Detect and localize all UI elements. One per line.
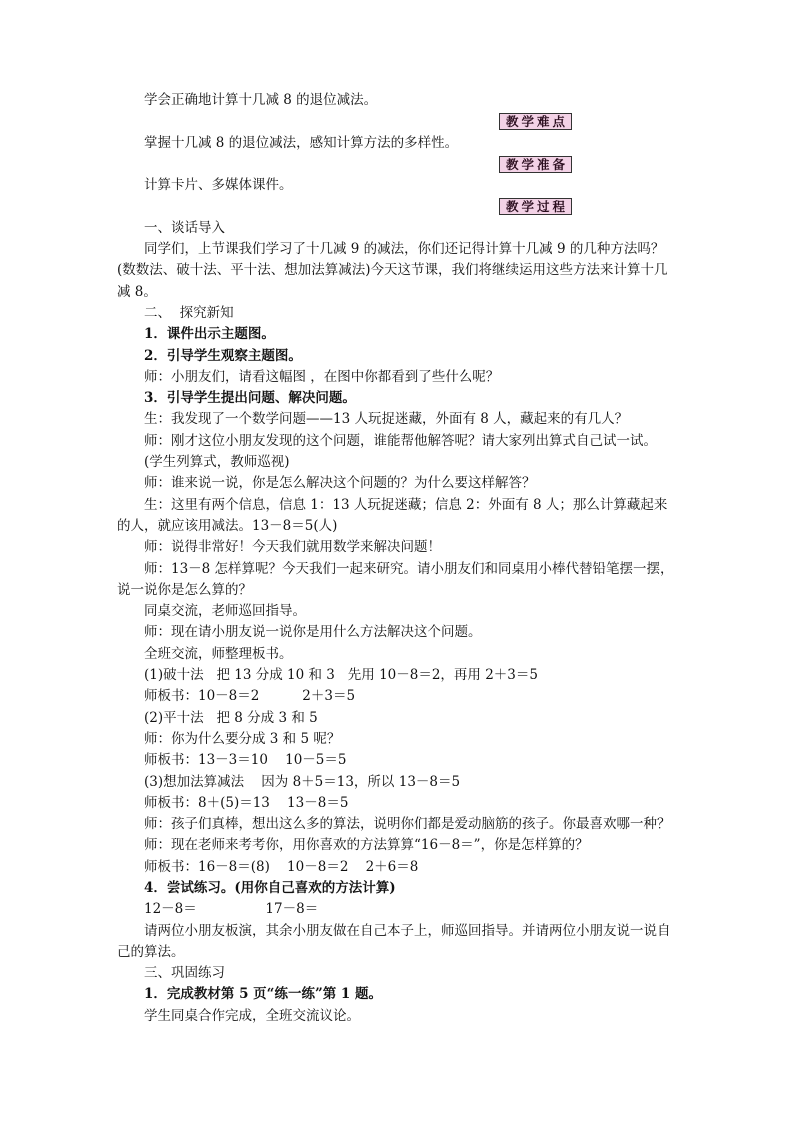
board-line: 师板书：16－8＝(8) 10－8＝2 2＋6＝8: [144, 858, 419, 875]
step-4: 4．尝试练习。(用你自己喜欢的方法计算): [144, 879, 396, 896]
dialog-line: 师：小朋友们，请看这幅图 ，在图中你都看到了些什么呢？: [144, 368, 500, 385]
method-line: (3)想加法算减法 因为 8＋5＝13，所以 13－8＝5: [144, 773, 461, 790]
heading-difficulty: 教学难点: [499, 113, 572, 130]
dialog-line: 全班交流，师整理板书。: [144, 645, 293, 662]
board-line: 师板书：13－3＝10 10－5＝5: [144, 752, 347, 769]
difficulty-line: 掌握十几减 8 的退位减法，感知计算方法的多样性。: [144, 134, 459, 151]
step-3: 3．引导学生提出问题、解决问题。: [144, 390, 356, 407]
dialog-line: 师：谁来说一说，你是怎么解决这个问题的？为什么要这样解答？: [144, 475, 536, 492]
method-line: (2)平十法 把 8 分成 3 和 5: [144, 709, 318, 726]
dialog-line: 师：刚才这位小朋友发现的这个问题，谁能帮他解答呢？请大家列出算式自己试一试。: [144, 432, 657, 449]
dialog-line: 师：13－8 怎样算呢？今天我们一起来研究。请小朋友们和同桌用小棒代替铅笔摆一摆，说一说你是怎么算的？: [117, 560, 674, 598]
practice-step-1: 1．完成教材第 5 页“练一练”第 1 题。: [144, 986, 383, 1003]
dialog-line: 师：你为什么要分成 3 和 5 呢？: [144, 730, 341, 747]
dialog-line: 生：这里有两个信息，信息 1：13 人玩捉迷藏；信息 2：外面有 8 人；那么计算藏起来的人，就应该用减法。13－8＝5(人): [117, 496, 668, 534]
step-2: 2．引导学生观察主题图。: [144, 347, 302, 364]
objective-line: 学会正确地计算十几减 8 的退位减法。: [144, 92, 378, 108]
dialog-line: 师：现在请小朋友说一说你是用什么方法解决这个问题。: [144, 624, 482, 641]
board-line: 师板书：8＋(5)＝13 13－8＝5: [144, 794, 349, 811]
section-title-explore: 二、 探究新知: [144, 304, 234, 321]
intro-paragraph: 同学们，上节课我们学习了十几减 9 的减法，你们还记得计算十几减 9 的几种方法吗？(数数法、破十法、平十法、想加法算减法)今天这节课，我们将继续运用这些方法来计算十几减 8。: [117, 241, 668, 300]
dialog-line: (学生列算式，教师巡视): [144, 454, 290, 471]
section-title-practice: 三、巩固练习: [144, 965, 225, 982]
board-line: 师板书：10－8＝2 2＋3＝5: [144, 688, 356, 705]
dialog-line: 同桌交流，老师巡回指导。: [144, 603, 306, 620]
dialog-line: 师：说得非常好！今天我们就用数学来解决问题！: [144, 539, 441, 556]
section-title-intro: 一、谈话导入: [144, 219, 225, 236]
dialog-line: 生：我发现了一个数学问题——13 人玩捉迷藏，外面有 8 人，藏起来的有几人？: [144, 411, 629, 428]
lesson-plan-body: [117, 90, 677, 1027]
heading-preparation: 教学准备: [499, 156, 572, 173]
step-1: 1．课件出示主题图。: [144, 326, 275, 343]
method-line: (1)破十法 把 13 分成 10 和 3 先用 10－8＝2，再用 2＋3＝5: [144, 667, 538, 684]
dialog-line: 学生同桌合作完成，全班交流议论。: [144, 1007, 360, 1024]
exercise-line: 12－8＝ 17－8＝: [144, 901, 319, 918]
dialog-line: 请两位小朋友板演，其余小朋友做在自己本子上，师巡回指导。并请两位小朋友说一说自己的算法。: [117, 922, 671, 960]
dialog-line: 师：孩子们真棒，想出这么多的算法，说明你们都是爱动脑筋的孩子。你最喜欢哪一种？: [144, 816, 671, 833]
preparation-line: 计算卡片、多媒体课件。: [144, 177, 293, 194]
heading-process: 教学过程: [499, 198, 572, 215]
dialog-line: 师：现在老师来考考你，用你喜欢的方法算算“16－8＝”，你是怎样算的？: [144, 837, 589, 854]
